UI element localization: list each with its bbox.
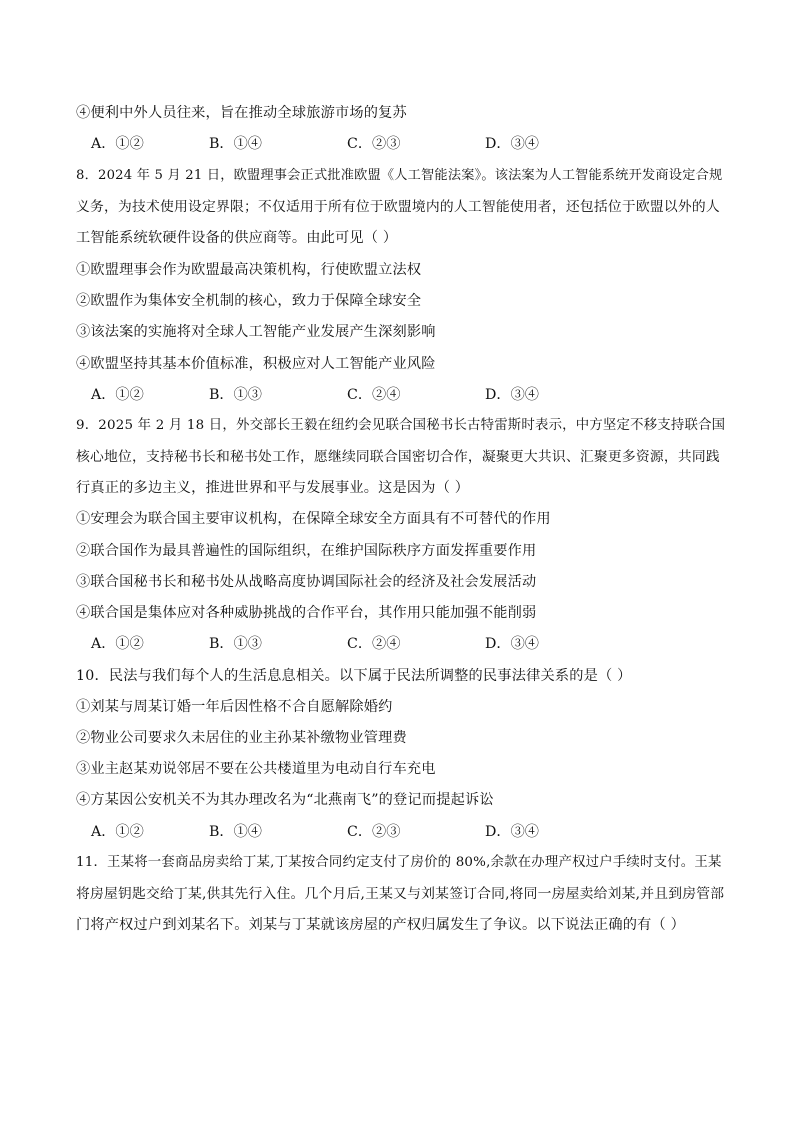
q11-stem-line-2: 将房屋钥匙交给丁某,供其先行入住。几个月后,王某又与刘某签订合同,将同一房屋卖给刘某,并且到房管部 [76,886,725,902]
q8-option-a: A．①② [91,387,144,403]
q8-item-3: ③该法案的实施将对全球人工智能产业发展产生深刻影响 [76,324,436,340]
q10-option-b: B．①④ [209,824,262,840]
q8-stem-line-1: 8．2024 年 5 月 21 日，欧盟理事会正式批准欧盟《人工智能法案》。该法案为人工智能系统开发商设定合规 [76,168,723,183]
q10-options [91,822,691,842]
q7-options [91,134,691,154]
q7-option-b: B．①④ [209,136,262,152]
q8-item-1: ①欧盟理事会作为欧盟最高决策机构，行使欧盟立法权 [76,262,422,278]
q10-item-1: ①刘某与周某订婚一年后因性格不合自愿解除婚约 [76,699,393,715]
q8-stem-line-2: 义务，为技术使用设定界限；不仅适用于所有位于欧盟境内的人工智能使用者，还包括位于欧盟以外的人 [76,199,720,215]
q11-stem-line-3: 门将产权过户到刘某名下。刘某与丁某就该房屋的产权归属发生了争议。以下说法正确的有（ ） [76,917,685,933]
q9-option-c: C．②④ [347,636,401,652]
q8-options [91,385,691,405]
q7-option-d: D．③④ [485,136,539,152]
q10-item-2: ②物业公司要求久未居住的业主孙某补缴物业管理费 [76,730,407,746]
q9-stem-line-1: 9．2025 年 2 月 18 日，外交部长王毅在纽约会见联合国秘书长古特雷斯时表示，中方坚定不移支持联合国 [76,418,726,433]
q9-options [91,634,691,654]
q9-item-1: ①安理会为联合国主要审议机构，在保障全球安全方面具有不可替代的作用 [76,511,551,527]
q8-option-d: D．③④ [485,387,539,403]
q10-option-c: C．②③ [347,824,401,840]
q9-stem-line-3: 行真正的多边主义，推进世界和平与发展事业。这是因为（ ） [76,480,470,496]
q10-stem-line-1: 10．民法与我们每个人的生活息息相关。以下属于民法所调整的民事法律关系的是（ ） [76,668,632,684]
q7-item-4: ④便利中外人员往来，旨在推动全球旅游市场的复苏 [76,105,407,121]
q8-option-b: B．①③ [209,387,262,403]
q9-item-2: ②联合国作为最具普遍性的国际组织，在维护国际秩序方面发挥重要作用 [76,543,537,559]
q8-option-c: C．②④ [347,387,401,403]
q9-option-b: B．①③ [209,636,262,652]
q9-option-d: D．③④ [485,636,539,652]
q9-item-3: ③联合国秘书长和秘书处从战略高度协调国际社会的经济及社会发展活动 [76,574,537,590]
q10-item-4: ④方某因公安机关不为其办理改名为“北燕南飞”的登记而提起诉讼 [76,792,494,808]
q11-stem-line-1: 11．王某将一套商品房卖给丁某,丁某按合同约定支付了房价的 80%,余款在办理产权过户手续时支付。王某 [76,855,722,870]
q8-item-4: ④欧盟坚持其基本价值标准，积极应对人工智能产业风险 [76,356,436,372]
q9-stem-line-2: 核心地位，支持秘书长和秘书处工作，愿继续同联合国密切合作，凝聚更大共识、汇聚更多资源，共同践 [76,449,720,465]
q10-item-3: ③业主赵某劝说邻居不要在公共楼道里为电动自行车充电 [76,761,436,777]
q7-option-a: A．①② [91,136,144,152]
q9-option-a: A．①② [91,636,144,652]
q8-item-2: ②欧盟作为集体安全机制的核心，致力于保障全球安全 [76,293,422,309]
q9-item-4: ④联合国是集体应对各种威胁挑战的合作平台，其作用只能加强不能削弱 [76,605,537,621]
q8-stem-line-3: 工智能系统软硬件设备的供应商等。由此可见（ ） [76,230,398,246]
q10-option-d: D．③④ [485,824,539,840]
q7-option-c: C．②③ [347,136,401,152]
q10-option-a: A．①② [91,824,144,840]
